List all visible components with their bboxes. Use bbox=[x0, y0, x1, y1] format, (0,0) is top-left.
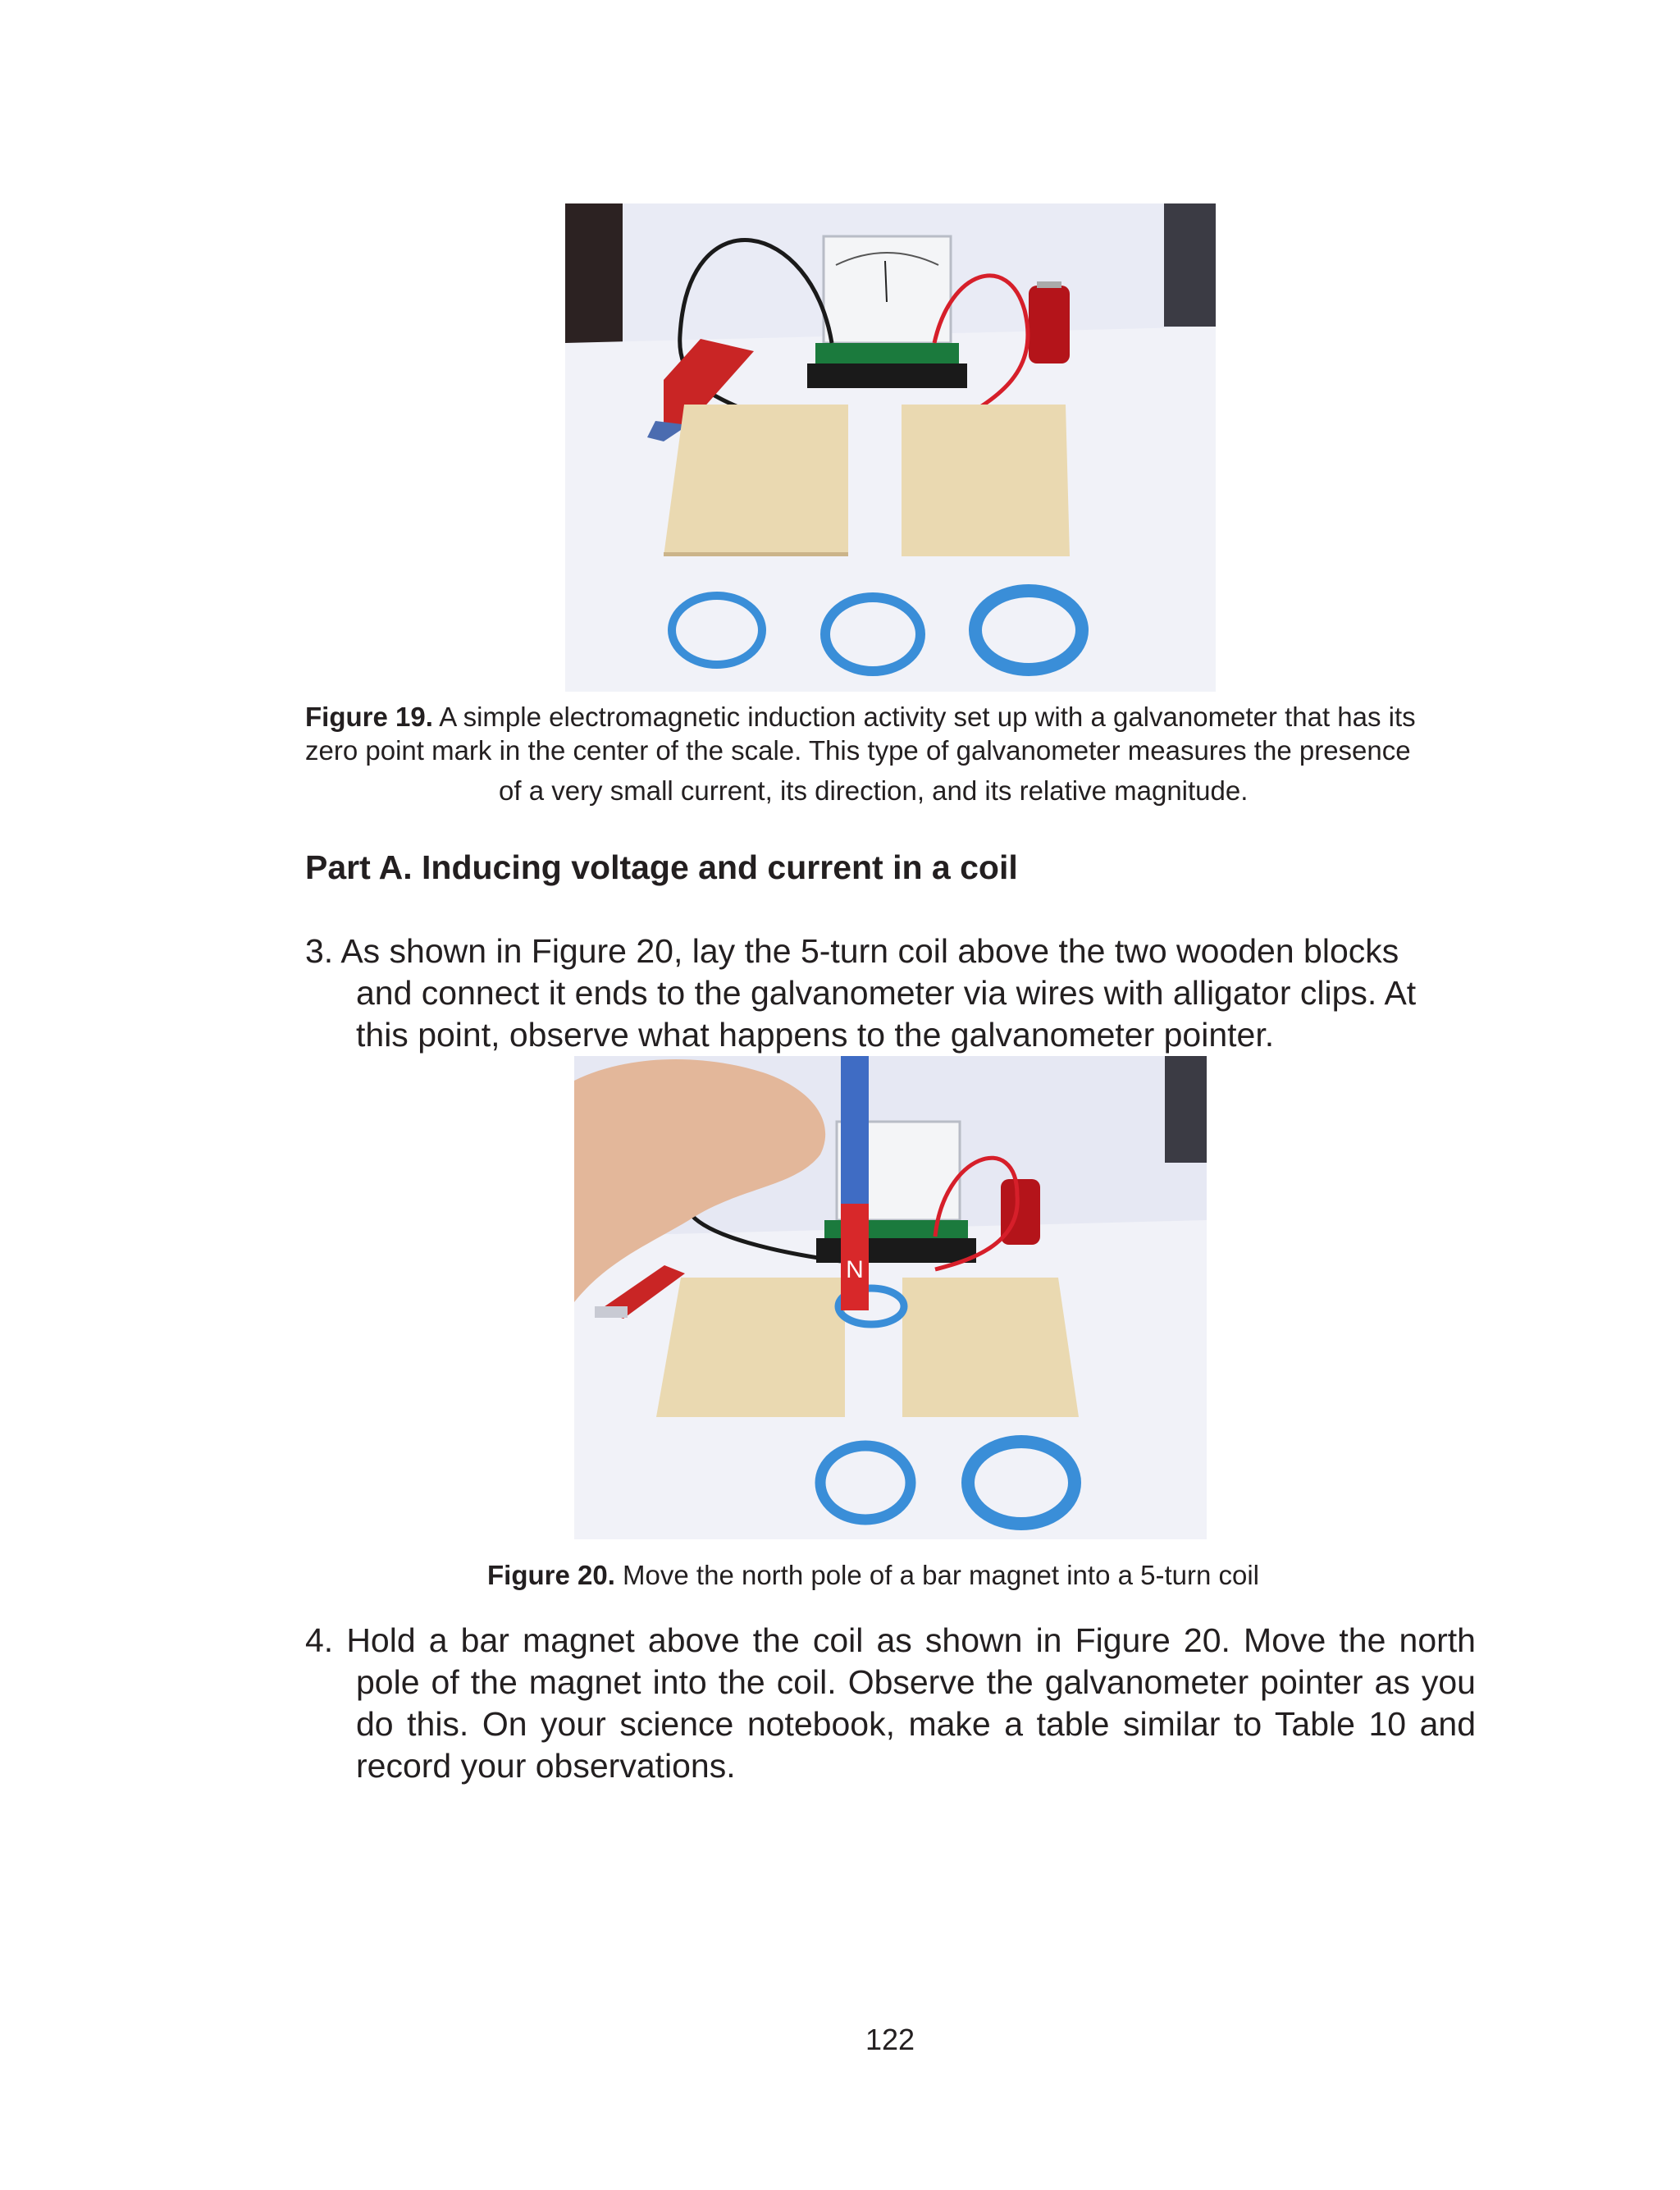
page-number: 122 bbox=[865, 2023, 915, 2056]
figure-19-photo bbox=[565, 203, 1216, 692]
figure-20-text: Move the north pole of a bar magnet into a 5-turn coil bbox=[614, 1560, 1260, 1590]
part-a-heading: Part A. Inducing voltage and current in a coil bbox=[305, 848, 1018, 886]
figure-19-text-1: A simple electromagnetic induction activity set up with a galvanometer that has its bbox=[432, 702, 1416, 732]
step-3-line-3: this point, observe what happens to the galvanometer pointer. bbox=[356, 1016, 1275, 1054]
figure-19-label: Figure 19. bbox=[305, 702, 433, 732]
figure-20-label: Figure 20. bbox=[487, 1560, 615, 1590]
step-4-line-4: record your observations. bbox=[356, 1747, 736, 1785]
figure-20-photo bbox=[574, 1056, 1207, 1539]
figure-19-caption-line-3: of a very small current, its direction, and its relative magnitude. bbox=[499, 775, 1249, 806]
figure-19-caption-line-2: zero point mark in the center of the scale. This type of galvanometer measures the presence bbox=[305, 735, 1411, 766]
magnet-letter: N bbox=[846, 1256, 864, 1283]
figure-19-caption-line-1 bbox=[305, 697, 1486, 736]
figure-20-caption bbox=[487, 1556, 1259, 1594]
step-4-line-3: do this. On your science notebook, make a table similar to Table 10 and bbox=[356, 1705, 1476, 1743]
step-3-line-2: and connect it ends to the galvanometer via wires with alligator clips. At bbox=[356, 974, 1417, 1012]
step-3-line-1: 3. As shown in Figure 20, lay the 5-turn coil above the two wooden blocks bbox=[305, 932, 1399, 970]
step-4-line-2: pole of the magnet into the coil. Observe the galvanometer pointer as you bbox=[356, 1663, 1476, 1701]
step-4-line-1: 4. Hold a bar magnet above the coil as shown in Figure 20. Move the north bbox=[305, 1621, 1476, 1659]
